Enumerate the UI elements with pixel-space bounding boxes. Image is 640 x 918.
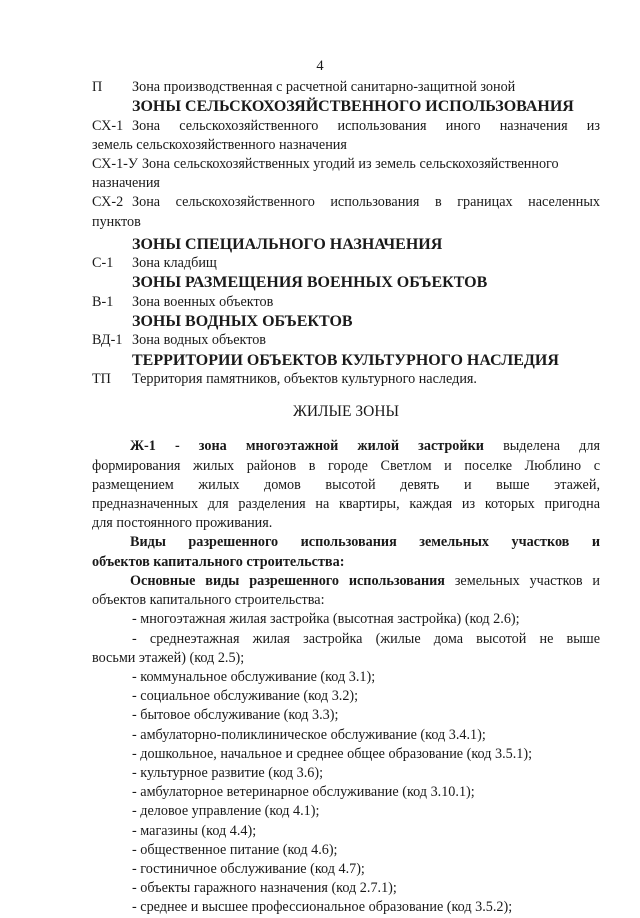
zone-row-vd1 xyxy=(92,331,600,350)
list-item: - объекты гаражного назначения (код 2.7.1); xyxy=(132,880,397,897)
page-number: 4 xyxy=(316,58,324,74)
section-title: ЖИЛЫЕ ЗОНЫ xyxy=(292,403,400,421)
document-body xyxy=(92,78,600,918)
zh1-line2: формирования жилых районов в городе Светлом и поселке Люблино с xyxy=(92,457,600,474)
zh1-line5: для постоянного проживания. xyxy=(92,515,273,532)
zone-text: Зона сельскохозяйственных угодий из земель сельскохозяйственного xyxy=(141,156,559,173)
zone-row-sx1u xyxy=(92,155,600,174)
zone-code: СХ-2 xyxy=(92,194,124,211)
zone-row-tp xyxy=(92,370,600,389)
list-item: - многоэтажная жилая застройка (высотная застройка) (код 2.6); xyxy=(132,611,520,628)
zone-row-p xyxy=(92,78,600,97)
zone-text: Зона производственная с расчетной санитарно-защитной зоной xyxy=(132,79,516,95)
list-item: - коммунальное обслуживание (код 3.1); xyxy=(132,668,376,685)
types-heading-line1: Виды разрешенного использования земельных участков и xyxy=(130,534,600,551)
zone-text: Зона сельскохозяйственного использования в границах населенных xyxy=(132,194,600,211)
zone-code: ТП xyxy=(92,371,111,388)
list-item: - магазины (код 4.4); xyxy=(132,822,257,839)
zone-code: П xyxy=(92,79,103,95)
zone-row-sx1 xyxy=(92,117,600,136)
heading-heritage: ТЕРРИТОРИИ ОБЪЕКТОВ КУЛЬТУРНОГО НАСЛЕДИЯ xyxy=(132,351,559,369)
zh1-lead: Ж-1 - зона многоэтажной жилой застройки xyxy=(130,438,484,455)
basic-lead: Основные виды разрешенного использования xyxy=(130,572,445,589)
list-item: - амбулаторно-поликлиническое обслуживание (код 3.4.1); xyxy=(132,726,486,743)
zone-row-s1 xyxy=(92,254,600,273)
list-item: - среднее и высшее профессиональное образование (код 3.5.2); xyxy=(132,899,513,916)
zone-text: Зона водных объектов xyxy=(132,332,267,349)
basic-rest: земельных участков и xyxy=(454,572,600,589)
zone-text-cont: пунктов xyxy=(92,213,141,230)
zone-text: Зона сельскохозяйственного использования иного назначения из xyxy=(132,117,600,134)
zone-code: СХ-1-У xyxy=(92,156,138,173)
list-item: - амбулаторное ветеринарное обслуживание (код 3.10.1); xyxy=(132,784,475,801)
zh1-line3: размещением жилых домов высотой девять и выше этажей, xyxy=(92,476,600,493)
list-item-cont: восьми этажей) (код 2.5); xyxy=(92,649,245,666)
list-item: - среднеэтажная жилая застройка (жилые дома высотой не выше xyxy=(132,630,600,647)
list-item: - культурное развитие (код 3.6); xyxy=(132,764,324,781)
list-item: - общественное питание (код 4.6); xyxy=(132,841,338,858)
zh1-line4: предназначенных для разделения на квартиры, каждая из которых пригодна xyxy=(92,496,600,513)
list-item: - бытовое обслуживание (код 3.3); xyxy=(132,707,339,724)
types-heading-line2: объектов капитального строительства: xyxy=(92,553,345,570)
list-item: - дошкольное, начальное и среднее общее образование (код 3.5.1); xyxy=(132,745,533,762)
heading-water: ЗОНЫ ВОДНЫХ ОБЪЕКТОВ xyxy=(132,313,353,331)
zh1-text: выделена для xyxy=(503,438,601,455)
list-item: - гостиничное обслуживание (код 4.7); xyxy=(132,860,365,877)
zh1-line1 xyxy=(92,437,600,456)
heading-agri: ЗОНЫ СЕЛЬСКОХОЗЯЙСТВЕННОГО ИСПОЛЬЗОВАНИЯ xyxy=(132,98,574,116)
zone-code: ВД-1 xyxy=(92,332,123,349)
basic-line2: объектов капитального строительства: xyxy=(92,592,325,609)
zone-row-sx2 xyxy=(92,193,600,212)
zone-text-cont: земель сельскохозяйственного назначения xyxy=(92,136,347,153)
zone-text: Зона военных объектов xyxy=(132,293,274,310)
zone-text: Территория памятников, объектов культурного наследия. xyxy=(132,371,477,388)
zone-code: В-1 xyxy=(92,293,114,310)
zone-row-v1 xyxy=(92,293,600,312)
zone-code: С-1 xyxy=(92,255,114,272)
basic-heading xyxy=(92,572,600,591)
zone-text-cont: назначения xyxy=(92,175,160,192)
zone-code: СХ-1 xyxy=(92,117,124,134)
list-item: - деловое управление (код 4.1); xyxy=(132,803,320,820)
list-item: - социальное обслуживание (код 3.2); xyxy=(132,688,359,705)
heading-military: ЗОНЫ РАЗМЕЩЕНИЯ ВОЕННЫХ ОБЪЕКТОВ xyxy=(132,274,488,292)
zone-text: Зона кладбищ xyxy=(132,255,217,272)
heading-special: ЗОНЫ СПЕЦИАЛЬНОГО НАЗНАЧЕНИЯ xyxy=(132,235,443,253)
